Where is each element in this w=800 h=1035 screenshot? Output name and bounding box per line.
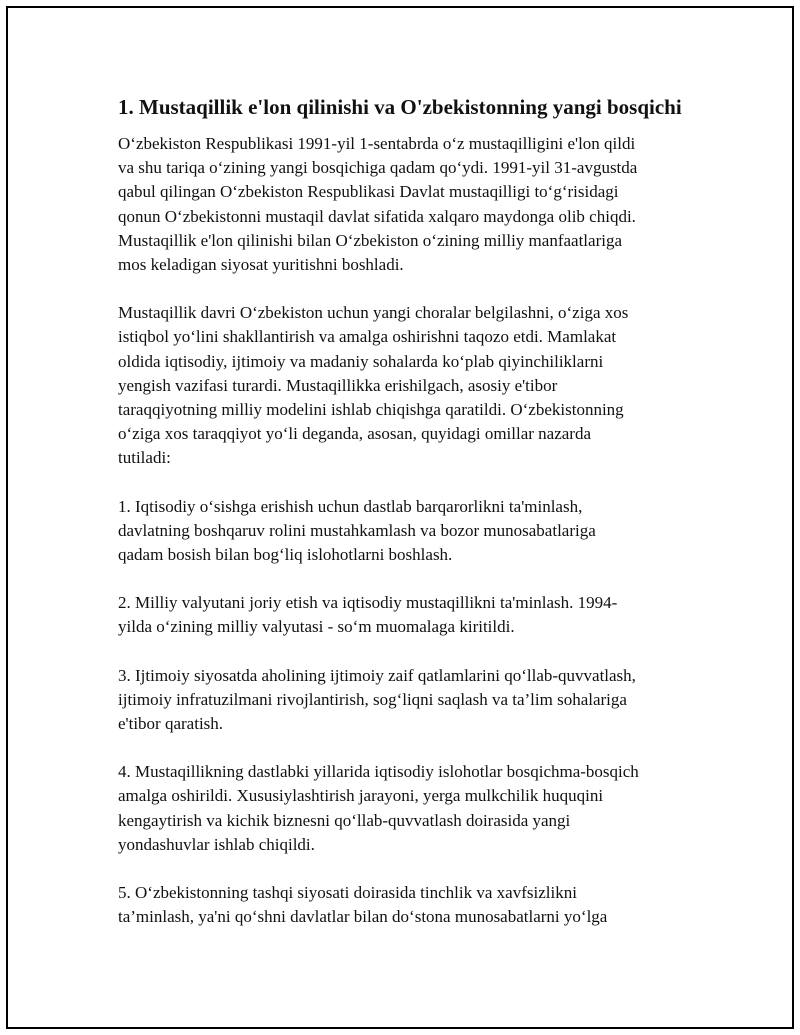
text-line: ijtimoiy infratuzilmani rivojlantirish, sog‘liqni saqlash va ta’lim sohalariga xyxy=(118,689,627,709)
text-line: o‘ziga xos taraqqiyot yo‘li deganda, asosan, quyidagi omillar nazarda xyxy=(118,424,592,444)
text-line: oldida iqtisodiy, ijtimoiy va madaniy sohalarda ko‘plab qiyinchiliklarni xyxy=(118,351,604,371)
text-line: 4. Mustaqillikning dastlabki yillarida iqtisodiy islohotlar bosqichma-bosqich xyxy=(118,762,639,782)
paragraph-intro xyxy=(118,132,698,277)
text-line: kengaytirish va kichik biznesni qo‘llab-quvvatlash doirasida yangi xyxy=(118,810,571,830)
text-line: 5. O‘zbekistonning tashqi siyosati doirasida tinchlik va xavfsizlikni xyxy=(118,883,577,903)
text-line: tutiladi: xyxy=(118,448,171,468)
text-line: Mustaqillik e'lon qilinishi bilan O‘zbekiston o‘zining milliy manfaatlariga xyxy=(118,230,622,250)
text-line: e'tibor qaratish. xyxy=(118,714,224,734)
text-line: yondashuvlar ishlab chiqildi. xyxy=(118,834,315,854)
list-item-4 xyxy=(118,760,698,857)
text-line: qonun O‘zbekistonni mustaqil davlat sifatida xalqaro maydonga olib chiqdi. xyxy=(118,206,636,226)
text-line: 1. Iqtisodiy o‘sishga erishish uchun dastlab barqarorlikni ta'minlash, xyxy=(118,496,583,516)
text-line: 2. Milliy valyutani joriy etish va iqtisodiy mustaqillikni ta'minlash. 1994- xyxy=(118,593,618,613)
list-item-3 xyxy=(118,664,698,737)
text-line: istiqbol yo‘lini shakllantirish va amalga oshirishni taqozo etdi. Mamlakat xyxy=(118,327,617,347)
text-line: O‘zbekiston Respublikasi 1991-yil 1-sentabrda o‘z mustaqilligini e'lon qildi xyxy=(118,134,636,153)
text-line: qabul qilingan O‘zbekiston Respublikasi Davlat mustaqilligi to‘g‘risidagi xyxy=(118,182,619,202)
list-item-2 xyxy=(118,591,698,639)
text-line: yilda o‘zining milliy valyutasi - so‘m muomalaga kiritildi. xyxy=(118,617,515,637)
text-line: taraqqiyotning milliy modelini ishlab chiqishga qaratildi. O‘zbekistonning xyxy=(118,400,624,420)
text-line: qadam bosish bilan bog‘liq islohotlarni boshlash. xyxy=(118,545,453,565)
text-line: yengish vazifasi turardi. Mustaqillikka erishilgach, asosiy e'tibor xyxy=(118,375,558,395)
text-line: 3. Ijtimoiy siyosatda aholining ijtimoiy zaif qatlamlarini qo‘llab-quvvatlash, xyxy=(118,665,636,685)
text-line: Mustaqillik davri O‘zbekiston uchun yangi choralar belgilashni, o‘ziga xos xyxy=(118,303,629,323)
list-item-1 xyxy=(118,495,698,568)
text-line: mos keladigan siyosat yuritishni boshladi. xyxy=(118,255,404,275)
text-line: ta’minlash, ya'ni qo‘shni davlatlar bilan do‘stona munosabatlarni yo‘lga xyxy=(118,907,608,927)
document-title: 1. Mustaqillik e'lon qilinishi va O'zbekistonning yangi bosqichi xyxy=(118,95,682,119)
text-line: davlatning boshqaruv rolini mustahkamlash va bozor munosabatlariga xyxy=(118,520,596,540)
list-item-5 xyxy=(118,881,698,929)
text-line: amalga oshirildi. Xususiylashtirish jarayoni, yerga mulkchilik huquqini xyxy=(118,786,604,806)
text-line: va shu tariqa o‘zining yangi bosqichiga qadam qo‘ydi. 1991-yil 31-avgustda xyxy=(118,158,638,178)
document-body xyxy=(118,92,698,953)
paragraph-development-path xyxy=(118,301,698,470)
